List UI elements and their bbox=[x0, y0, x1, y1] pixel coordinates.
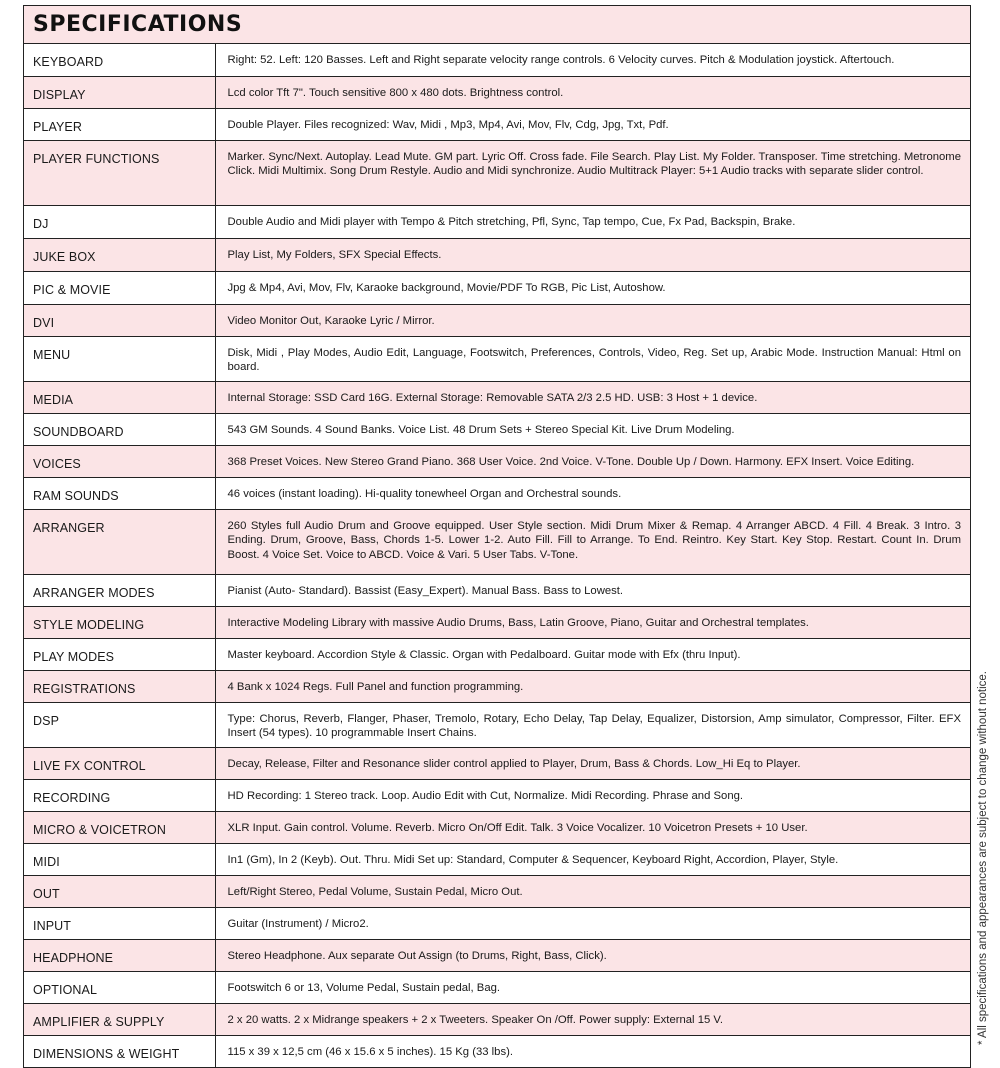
title-bar bbox=[24, 6, 970, 44]
spec-value: 46 voices (instant loading). Hi-quality tonewheel Organ and Orchestral sounds. bbox=[215, 477, 970, 509]
spec-value: Marker. Sync/Next. Autoplay. Lead Mute. GM part. Lyric Off. Cross fade. File Search. Play List. My Folder. Transposer. Time stretching. Metronome Click. Midi Multimix. Song Drum Restyle. Audio and Midi synchronize. Audio Multitrack Player: 5+1 Audio tracks with separate slider control. bbox=[215, 140, 970, 205]
spec-value: 260 Styles full Audio Drum and Groove equipped. User Style section. Midi Drum Mixer & Remap. 4 Arranger ABCD. 4 Fill. 4 Break. 3 Intro. 3 Ending. Drum, Groove, Bass, Chords 1-5. Lower 1-2. Auto Fill. Fill to Arrange. To End. Reintro. Key Start. Key Stop. Restart. Count In. Drum Boost. 4 Voice Set. Voice to ABCD. Voice & Vari. 5 User Tabs. V-Tone. bbox=[215, 509, 970, 574]
spec-label: MIDI bbox=[24, 843, 215, 875]
spec-label: ARRANGER MODES bbox=[24, 574, 215, 606]
spec-label: SOUNDBOARD bbox=[24, 413, 215, 445]
spec-label: RECORDING bbox=[24, 779, 215, 811]
spec-row bbox=[24, 205, 970, 238]
spec-row bbox=[24, 477, 970, 509]
spec-value: 368 Preset Voices. New Stereo Grand Piano. 368 User Voice. 2nd Voice. V-Tone. Double Up / Down. Harmony. EFX Insert. Voice Editing. bbox=[215, 445, 970, 477]
spec-label: OPTIONAL bbox=[24, 971, 215, 1003]
spec-value: HD Recording: 1 Stereo track. Loop. Audio Edit with Cut, Normalize. Midi Recording. Phrase and Song. bbox=[215, 779, 970, 811]
spec-row bbox=[24, 271, 970, 304]
spec-label: ARRANGER bbox=[24, 509, 215, 574]
disclaimer-note: * All specifications and appearances are subject to change without notice. bbox=[977, 671, 989, 1045]
spec-label: HEADPHONE bbox=[24, 939, 215, 971]
spec-value: Right: 52. Left: 120 Basses. Left and Right separate velocity range controls. 6 Velocity curves. Pitch & Modulation joystick. Aftertouch. bbox=[215, 44, 970, 76]
spec-label: OUT bbox=[24, 875, 215, 907]
spec-row bbox=[24, 843, 970, 875]
spec-label: INPUT bbox=[24, 907, 215, 939]
spec-row bbox=[24, 1035, 970, 1067]
spec-value: Interactive Modeling Library with massive Audio Drums, Bass, Latin Groove, Piano, Guitar and Orchestral templates. bbox=[215, 606, 970, 638]
spec-value: Master keyboard. Accordion Style & Classic. Organ with Pedalboard. Guitar mode with Efx (thru Input). bbox=[215, 638, 970, 670]
spec-row bbox=[24, 108, 970, 140]
spec-label: DVI bbox=[24, 304, 215, 336]
spec-row bbox=[24, 574, 970, 606]
spec-row bbox=[24, 875, 970, 907]
spec-value: XLR Input. Gain control. Volume. Reverb. Micro On/Off Edit. Talk. 3 Voice Vocalizer. 10 Voicetron Presets + 10 User. bbox=[215, 811, 970, 843]
spec-label: DSP bbox=[24, 702, 215, 747]
spec-row bbox=[24, 747, 970, 779]
spec-row bbox=[24, 238, 970, 271]
spec-value: Play List, My Folders, SFX Special Effects. bbox=[215, 238, 970, 271]
spec-label: LIVE FX CONTROL bbox=[24, 747, 215, 779]
spec-value: Internal Storage: SSD Card 16G. External Storage: Removable SATA 2/3 2.5 HD. USB: 3 Host + 1 device. bbox=[215, 381, 970, 413]
spec-value: Type: Chorus, Reverb, Flanger, Phaser, Tremolo, Rotary, Echo Delay, Tap Delay, Equalizer, Distorsion, Amp simulator, Compressor, Filter. EFX Insert (54 types). 10 programmable Insert Chains. bbox=[215, 702, 970, 747]
spec-value: Disk, Midi , Play Modes, Audio Edit, Language, Footswitch, Preferences, Controls, Video, Reg. Set up, Arabic Mode. Instruction Manual: Html on board. bbox=[215, 336, 970, 381]
spec-row bbox=[24, 606, 970, 638]
spec-value: Pianist (Auto- Standard). Bassist (Easy_Expert). Manual Bass. Bass to Lowest. bbox=[215, 574, 970, 606]
spec-value: 543 GM Sounds. 4 Sound Banks. Voice List. 48 Drum Sets + Stereo Special Kit. Live Drum Modeling. bbox=[215, 413, 970, 445]
spec-label: MICRO & VOICETRON bbox=[24, 811, 215, 843]
spec-label: STYLE MODELING bbox=[24, 606, 215, 638]
spec-row bbox=[24, 140, 970, 205]
spec-value: Video Monitor Out, Karaoke Lyric / Mirror. bbox=[215, 304, 970, 336]
spec-label: REGISTRATIONS bbox=[24, 670, 215, 702]
spec-row bbox=[24, 1003, 970, 1035]
spec-label: PLAYER FUNCTIONS bbox=[24, 140, 215, 205]
spec-value: Stereo Headphone. Aux separate Out Assign (to Drums, Right, Bass, Click). bbox=[215, 939, 970, 971]
spec-label: AMPLIFIER & SUPPLY bbox=[24, 1003, 215, 1035]
spec-value: Decay, Release, Filter and Resonance slider control applied to Player, Drum, Bass & Chords. Low_Hi Eq to Player. bbox=[215, 747, 970, 779]
spec-row bbox=[24, 702, 970, 747]
spec-label: JUKE BOX bbox=[24, 238, 215, 271]
spec-row bbox=[24, 336, 970, 381]
spec-label: DIMENSIONS & WEIGHT bbox=[24, 1035, 215, 1067]
spec-value: 115 x 39 x 12,5 cm (46 x 15.6 x 5 inches). 15 Kg (33 lbs). bbox=[227, 1045, 513, 1058]
spec-row bbox=[24, 509, 970, 574]
spec-label: PIC & MOVIE bbox=[24, 271, 215, 304]
specifications-table bbox=[24, 44, 970, 1067]
spec-value: Lcd color Tft 7". Touch sensitive 800 x 480 dots. Brightness control. bbox=[215, 76, 970, 108]
spec-row bbox=[24, 670, 970, 702]
spec-label: VOICES bbox=[24, 445, 215, 477]
spec-row bbox=[24, 413, 970, 445]
spec-row bbox=[24, 939, 970, 971]
spec-value: Jpg & Mp4, Avi, Mov, Flv, Karaoke background, Movie/PDF To RGB, Pic List, Autoshow. bbox=[215, 271, 970, 304]
spec-value: Footswitch 6 or 13, Volume Pedal, Sustain pedal, Bag. bbox=[215, 971, 970, 1003]
spec-label: DJ bbox=[24, 205, 215, 238]
spec-value: Left/Right Stereo, Pedal Volume, Sustain Pedal, Micro Out. bbox=[215, 875, 970, 907]
spec-row bbox=[24, 971, 970, 1003]
spec-label: DISPLAY bbox=[24, 76, 215, 108]
spec-label: PLAYER bbox=[24, 108, 215, 140]
spec-row bbox=[24, 44, 970, 76]
spec-row bbox=[24, 76, 970, 108]
spec-row bbox=[24, 907, 970, 939]
spec-row bbox=[24, 811, 970, 843]
spec-value: Guitar (Instrument) / Micro2. bbox=[215, 907, 970, 939]
specifications-table-body bbox=[24, 44, 970, 1067]
spec-label: MEDIA bbox=[24, 381, 215, 413]
spec-value: 4 Bank x 1024 Regs. Full Panel and function programming. bbox=[215, 670, 970, 702]
spec-label: KEYBOARD bbox=[24, 44, 215, 76]
spec-label: PLAY MODES bbox=[24, 638, 215, 670]
spec-row bbox=[24, 381, 970, 413]
specifications-sheet bbox=[23, 5, 971, 1068]
spec-value: 2 x 20 watts. 2 x Midrange speakers + 2 x Tweeters. Speaker On /Off. Power supply: External 15 V. bbox=[215, 1003, 970, 1035]
spec-value: Double Player. Files recognized: Wav, Midi , Mp3, Mp4, Avi, Mov, Flv, Cdg, Jpg, Txt, Pdf. bbox=[215, 108, 970, 140]
spec-row bbox=[24, 638, 970, 670]
spec-value: Double Audio and Midi player with Tempo & Pitch stretching, Pfl, Sync, Tap tempo, Cue, Fx Pad, Backspin, Brake. bbox=[215, 205, 970, 238]
spec-row bbox=[24, 304, 970, 336]
spec-label: MENU bbox=[24, 336, 215, 381]
spec-row bbox=[24, 445, 970, 477]
page-title: SPECIFICATIONS bbox=[33, 12, 243, 37]
spec-value: In1 (Gm), In 2 (Keyb). Out. Thru. Midi Set up: Standard, Computer & Sequencer, Keyboard Right, Accordion, Player, Style. bbox=[215, 843, 970, 875]
spec-row bbox=[24, 779, 970, 811]
spec-label: RAM SOUNDS bbox=[24, 477, 215, 509]
